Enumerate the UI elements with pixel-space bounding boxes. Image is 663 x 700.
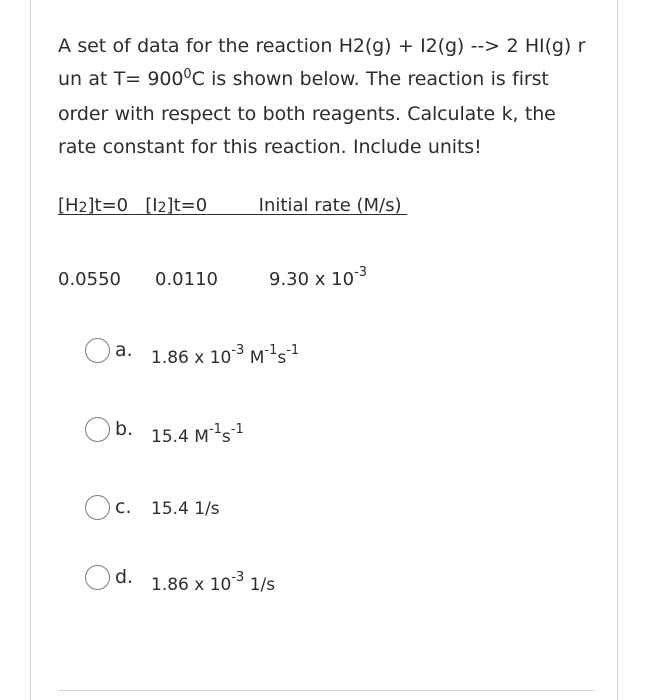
option-b[interactable] bbox=[85, 415, 505, 449]
degree-superscript: 0 bbox=[183, 67, 192, 82]
question-line-1: A set of data for the reaction H2(g) + I2(g) --> 2 HI(g) r bbox=[58, 35, 586, 57]
question-line-2-start: un at T= 900 bbox=[58, 68, 184, 90]
option-d-letter: d. bbox=[115, 566, 134, 588]
option-d[interactable] bbox=[85, 563, 505, 597]
option-c[interactable] bbox=[85, 493, 505, 527]
cell-rate-value: 9.30 x $10^{-3}$ bbox=[269, 265, 368, 290]
question-line-3: order with respect to both reagents. Calculate k, the bbox=[58, 103, 556, 125]
option-c-radio[interactable] bbox=[85, 495, 110, 520]
question-line-4: rate constant for this reaction. Include units! bbox=[58, 136, 482, 158]
option-d-answer: 1.86 x $10^{-3}$ 1/s bbox=[151, 570, 276, 595]
option-c-letter: c. bbox=[115, 496, 132, 518]
option-a[interactable] bbox=[85, 336, 505, 370]
header-h2-concentration: [H2]t=0 [I2]t=0 Initial rate (M/s) bbox=[58, 195, 408, 216]
question-line-2-end: C is shown below. The reaction is first bbox=[191, 68, 549, 90]
option-a-answer: 1.86 x $10^{-3}$ $M^{-1}s^{-1}$ bbox=[151, 343, 300, 368]
option-c-answer: 15.4 1/s bbox=[151, 499, 220, 519]
option-b-radio[interactable] bbox=[85, 417, 110, 442]
bottom-divider bbox=[58, 690, 595, 691]
option-d-radio[interactable] bbox=[85, 565, 110, 590]
data-table-header bbox=[58, 195, 448, 223]
question-text bbox=[58, 30, 598, 164]
question-line-2 bbox=[58, 63, 598, 98]
data-table-row bbox=[58, 265, 458, 299]
option-b-letter: b. bbox=[115, 418, 134, 440]
option-a-letter: a. bbox=[115, 339, 133, 361]
cell-h2-value: 0.0550 bbox=[58, 269, 121, 290]
option-b-answer: 15.4 $M^{-1}s^{-1}$ bbox=[151, 422, 244, 447]
option-a-radio[interactable] bbox=[85, 338, 110, 363]
cell-i2-value: 0.0110 bbox=[155, 269, 218, 290]
